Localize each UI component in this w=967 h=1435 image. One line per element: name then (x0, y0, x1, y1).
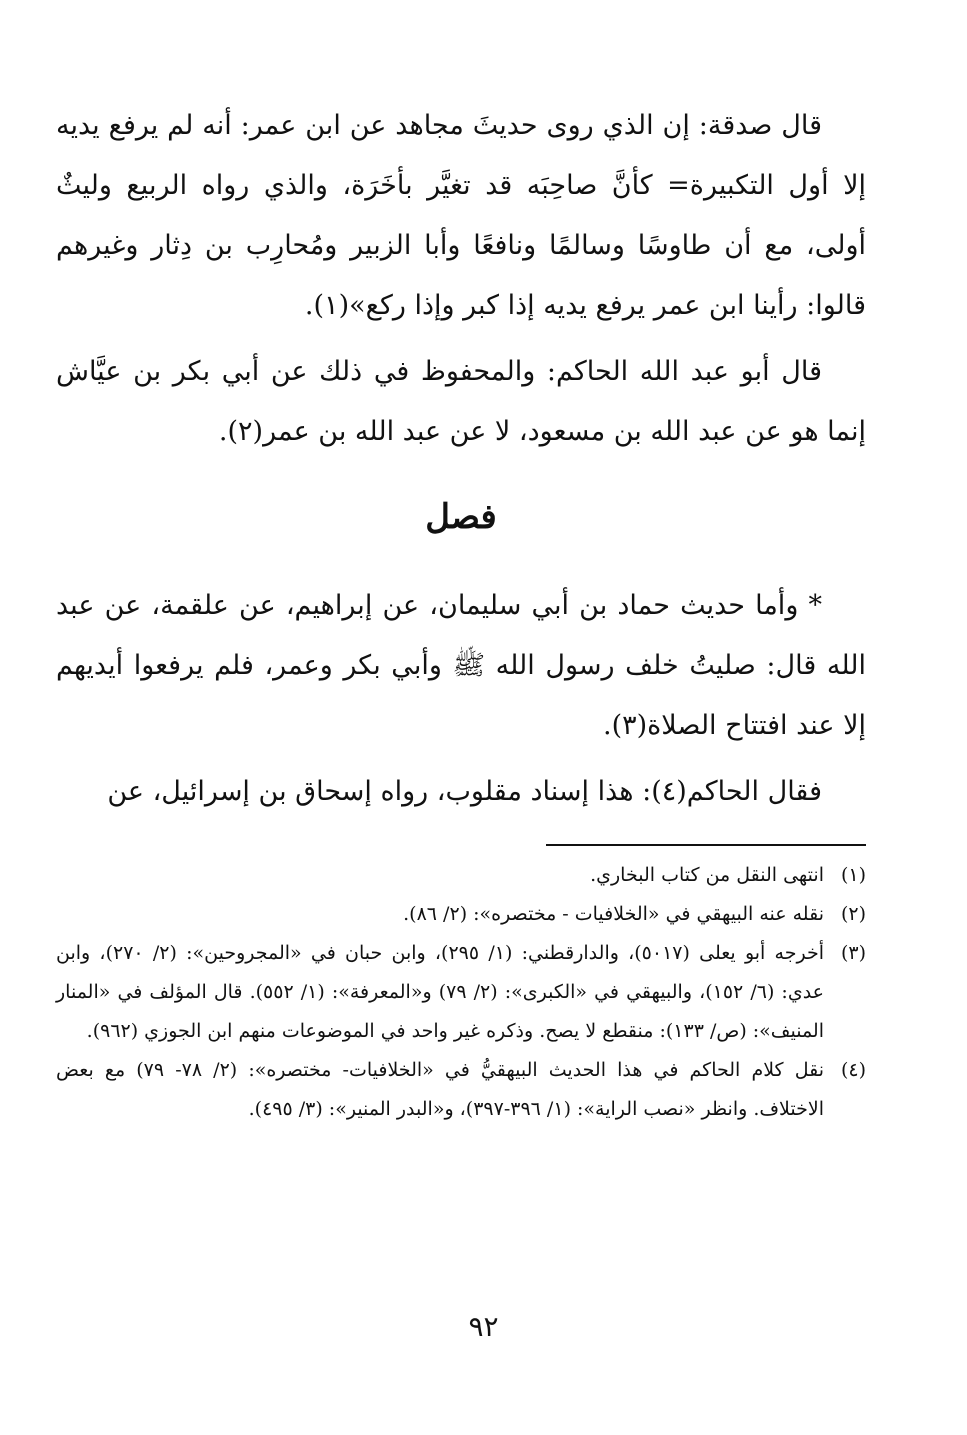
footnote-text: نقله عنه البيهقي في «الخلافيات - مختصره»: (٢/ ٨٦). (403, 903, 824, 925)
footnote-text: أخرجه أبو يعلى (٥٠١٧)، والدارقطني: (١/ ٢٩٥)، وابن حبان في «المجروحين»: (٢/ ٢٧٠)، وابن عدي: (٦/ ١٥٢)، والبيهقي في «الكبرى»: (٢/ ٧٩) و«المعرفة»: (١/ ٥٥٢). قال المؤلف في «المنار المنيف»: (ص/ ١٣٣): منقطع لا يصح. وذكره غير واحد في الموضوعات منهم ابن الجوزي (٩٦٢). (56, 942, 825, 1042)
page-number: ٩٢ (468, 1310, 499, 1343)
body-paragraph: * وأما حديث حماد بن أبي سليمان، عن إبراهيم، عن علقمة، عن عبد الله قال: صليتُ خلف رسول الله ﷺ وأبي بكر وعمر، فلم يرفعوا أيديهم إلا عند افتتاح الصلاة(٣). (56, 590, 866, 741)
page-content (56, 96, 866, 1396)
body-paragraph: فقال الحاكم(٤): هذا إسناد مقلوب، رواه إسحاق بن إسرائيل، عن (107, 776, 822, 807)
footnote-number: (٣) (840, 942, 866, 964)
footnotes (56, 856, 866, 1129)
footnote (56, 895, 866, 934)
section-heading: فصل (425, 497, 497, 537)
footnote-text: نقل كلام الحاكم في هذا الحديث البيهقيُّ في «الخلافيات- مختصره»: (٢/ ٧٨- ٧٩) مع بعض الاختلاف. وانظر «نصب الراية»: (١/ ٣٩٦-٣٩٧)، و«البدر المنير»: (٣/ ٤٩٥). (56, 1059, 824, 1120)
footnote-divider (546, 844, 866, 846)
footnote-number: (٢) (840, 903, 866, 925)
footnote-number: (١) (840, 864, 866, 886)
footnote-text: انتهى النقل من كتاب البخاري. (590, 864, 824, 886)
body-paragraph: قال صدقة: إن الذي روى حديثَ مجاهد عن ابن عمر: أنه لم يرفع يديه إلا أول التكبيرة= كأنَّ صاحِبَه قد تغيَّر بأخَرَة، والذي رواه الربيع وليثٌ أولى، مع أن طاوسًا وسالمًا ونافعًا وأبا الزبير ومُحارِب بن دِثار وغيرهم قالوا: رأينا ابن عمر يرفع يديه إذا كبر وإذا ركع»(١). (56, 110, 866, 321)
footnote (56, 934, 866, 1051)
footnote (56, 856, 866, 895)
footnote (56, 1051, 866, 1129)
footnote-number: (٤) (840, 1059, 866, 1081)
body-paragraph: قال أبو عبد الله الحاكم: والمحفوظ في ذلك عن أبي بكر بن عيَّاش إنما هو عن عبد الله بن مسعود، لا عن عبد الله بن عمر(٢). (56, 356, 866, 447)
